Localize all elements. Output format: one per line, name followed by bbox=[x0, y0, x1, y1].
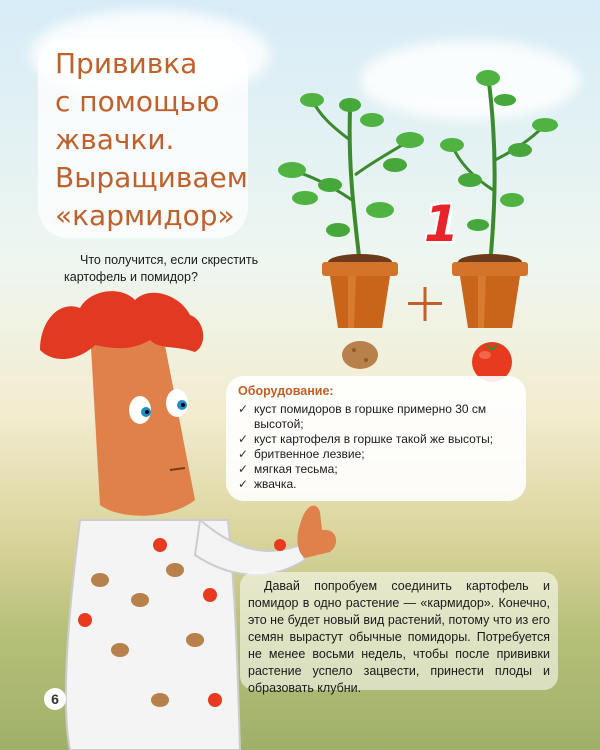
list-item bbox=[236, 447, 516, 462]
checkmark-icon: ✓ bbox=[238, 432, 249, 446]
title-line: «кармидор» bbox=[55, 199, 235, 232]
equipment-list bbox=[236, 402, 516, 492]
checkmark-icon: ✓ bbox=[238, 477, 249, 491]
title-line: Выращиваем bbox=[55, 161, 248, 194]
equipment-box bbox=[226, 376, 526, 501]
checkmark-icon: ✓ bbox=[238, 462, 249, 476]
list-item-text: бритвенное лезвие; bbox=[254, 447, 365, 461]
page-number: 6 bbox=[44, 688, 66, 710]
checkmark-icon: ✓ bbox=[238, 402, 249, 416]
list-item-text: куст картофеля в горшке такой же высоты; bbox=[254, 432, 494, 446]
list-item bbox=[236, 462, 516, 477]
title-line: с помощью bbox=[55, 85, 220, 118]
checkmark-icon: ✓ bbox=[238, 447, 249, 461]
equipment-title: Оборудование: bbox=[238, 384, 334, 398]
list-item-text: мягкая тесьма; bbox=[254, 462, 338, 476]
flower-pot-illustration bbox=[322, 254, 398, 328]
body-paragraph: Давай попробуем соединить картофель и помидор в одно растение — «кармидор». Конечно, это не будет новый вид растений, потому что из его семян вырастут обычные помидоры. Потребуется не менее восьми недель, чтобы после прививки растение успело зацвести, принести плоды и образовать клубни. bbox=[240, 572, 558, 690]
list-item-text: куст помидоров в горшке примерно 30 см высотой; bbox=[254, 402, 487, 431]
flower-pot-illustration bbox=[452, 254, 528, 328]
tomato-plant-illustration bbox=[278, 93, 424, 265]
list-item bbox=[236, 432, 516, 447]
list-item bbox=[236, 402, 516, 432]
list-item bbox=[236, 477, 516, 492]
potato-illustration bbox=[342, 341, 378, 369]
step-number: 1 bbox=[424, 195, 459, 253]
title-line: Прививка bbox=[55, 47, 198, 80]
title-line: жвачки. bbox=[55, 123, 175, 156]
question-text: Что получится, если скрестить картофель и помидор? bbox=[64, 253, 259, 284]
plus-icon bbox=[408, 287, 442, 321]
list-item-text: жвачка. bbox=[254, 477, 297, 491]
